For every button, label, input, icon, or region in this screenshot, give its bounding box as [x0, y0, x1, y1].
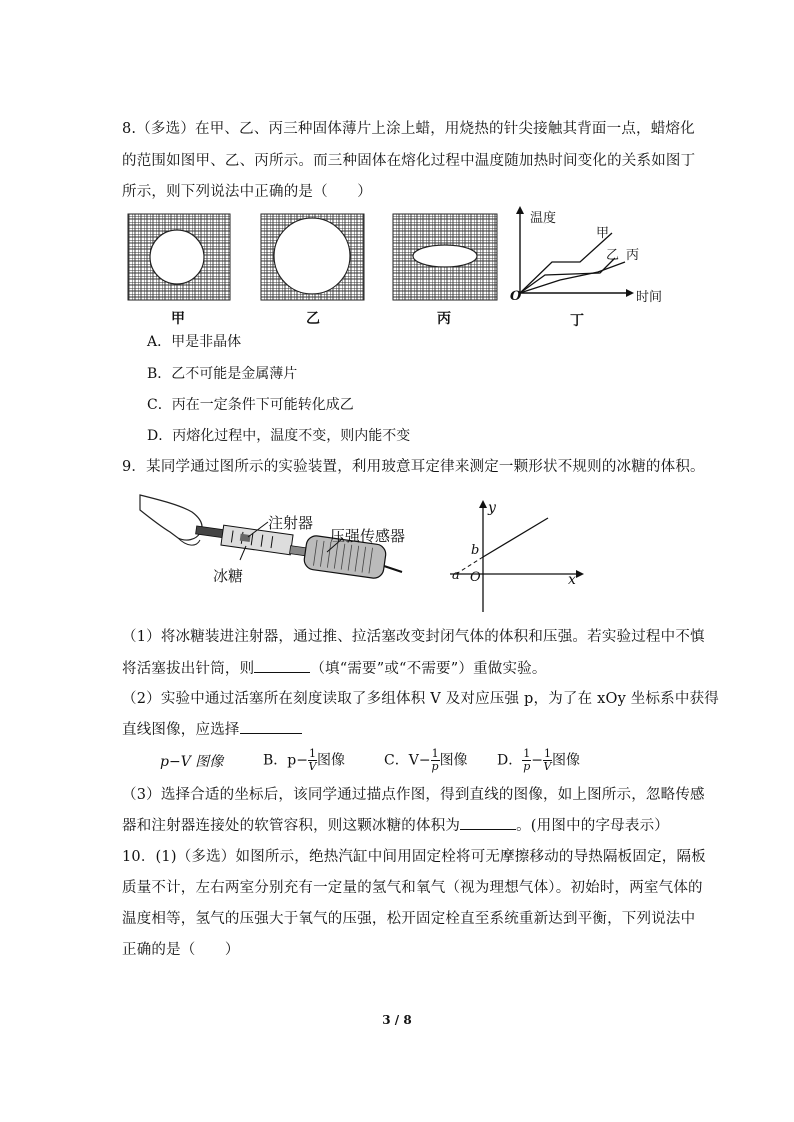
- plate-yi: [261, 214, 364, 300]
- q8-figures: [0, 205, 794, 325]
- q9-choice-d-suffix: 图像: [551, 752, 580, 769]
- q8-option-b[interactable]: B．乙不可能是金属薄片: [147, 366, 298, 382]
- graph-origin-o: O: [470, 570, 481, 585]
- hand: [140, 495, 202, 540]
- q9-part3-line-2: [122, 815, 669, 836]
- q9-choice-d-minus: −: [531, 752, 543, 769]
- q9-choice-c-fraction: $\frac{1}{p}$: [431, 747, 439, 773]
- q8-option-d[interactable]: D．丙熔化过程中，温度不变，则内能不变: [147, 428, 411, 444]
- q8-option-a[interactable]: A．甲是非晶体: [147, 334, 242, 350]
- q9-part3-post: 。(用图中的字母表示）: [516, 818, 669, 834]
- q9-choice-d[interactable]: [497, 748, 580, 773]
- q10-stem-line-3: 温度相等，氢气的压强大于氧气的压强，松开固定栓直至系统重新达到平衡，下列说法中: [122, 911, 696, 927]
- caption-ding: 丁: [570, 313, 584, 329]
- q9-choice-c[interactable]: [384, 748, 468, 773]
- q9-part2-line-1: （2）实验中通过活塞所在刻度读取了多组体积 V 及对应压强 p，为了在 xOy 坐标系中获得: [122, 691, 719, 707]
- q9-part1-line-2: [122, 658, 547, 679]
- plate-jia: [128, 214, 230, 300]
- q9-fit-line: [483, 518, 548, 557]
- curve-label-bing: 丙: [626, 248, 640, 263]
- label-sensor: 压强传感器: [330, 527, 406, 545]
- label-sugar: 冰糖: [213, 567, 244, 585]
- q10-stem-line-1: 10．(1)（多选）如图所示，绝热汽缸中间用固定栓将可无摩擦移动的导热隔板固定，隔板: [122, 849, 706, 865]
- caption-yi: 乙: [306, 311, 320, 327]
- q8-option-c[interactable]: C．丙在一定条件下可能转化成乙: [147, 397, 354, 413]
- q8-stem-line-3: 所示，则下列说法中正确的是（ ）: [122, 184, 372, 200]
- graph-origin: O: [510, 289, 522, 304]
- q9-choice-c-prefix: C．V−: [384, 752, 431, 769]
- q8-stem-line-1: 8.（多选）在甲、乙、丙三种固体薄片上涂上蜡，用烧热的针尖接触其背面一点，蜡熔化: [122, 121, 695, 137]
- q9-choice-d-fraction-1: $\frac{1}{p}$: [523, 747, 531, 773]
- q9-choice-d-prefix: D．: [497, 752, 523, 769]
- q9-part3-pre: 器和注射器连接处的软管容积，则这颗冰糖的体积为: [122, 818, 461, 834]
- q9-choice-a-text: p−V 图像: [160, 754, 224, 770]
- q9-choice-c-suffix: 图像: [439, 752, 468, 769]
- q9-part2-answer-blank[interactable]: [240, 719, 302, 734]
- q8-stem-line-2: 的范围如图甲、乙、丙所示。而三种固体在熔化过程中温度随加热时间变化的关系如图丁: [122, 153, 696, 169]
- page-number: 3 / 8: [382, 1013, 412, 1027]
- q9-part1-post: （填“需要”或“不需要”）重做实验。: [310, 661, 547, 677]
- curve-label-jia: 甲: [596, 226, 610, 241]
- caption-bing: 丙: [437, 311, 451, 327]
- graph-intercept-b: b: [471, 543, 480, 558]
- graph-xlabel: 时间: [636, 290, 663, 305]
- q9-part1-answer-blank[interactable]: [254, 658, 310, 673]
- q9-part2-pre: 直线图像，应选择: [122, 722, 240, 738]
- q9-choice-a[interactable]: [160, 752, 223, 772]
- plate-bing: [393, 214, 497, 300]
- graph-x-label: x: [568, 572, 576, 588]
- curve-jia: [520, 233, 612, 293]
- q9-part3-answer-blank[interactable]: [460, 815, 516, 830]
- q9-choice-b-prefix: B．p−: [263, 752, 308, 769]
- q9-choice-b-fraction: $\frac{1}{V}$: [308, 747, 317, 773]
- q9-part3-line-1: （3）选择合适的坐标后，该同学通过描点作图，得到直线的图像，如上图所示，忽略传感: [122, 787, 705, 803]
- q9-stem: 9．某同学通过图所示的实验装置，利用玻意耳定律来测定一颗形状不规则的冰糖的体积。: [122, 459, 705, 475]
- q9-choice-b-suffix: 图像: [316, 752, 345, 769]
- q9-choice-d-fraction-2: $\frac{1}{V}$: [543, 747, 552, 773]
- q9-part1-pre: 将活塞拔出针筒，则: [122, 661, 255, 677]
- caption-jia: 甲: [171, 311, 185, 327]
- curve-label-yi: 乙: [606, 248, 620, 263]
- graph-ylabel: 温度: [530, 211, 557, 226]
- q9-apparatus: [0, 480, 794, 620]
- graph-intercept-a: a: [452, 568, 460, 583]
- q9-part2-line-2: [122, 719, 302, 740]
- graph-y-label: y: [488, 500, 496, 516]
- q9-choice-b[interactable]: [263, 748, 345, 773]
- q9-part1-line-1: （1）将冰糖装进注射器，通过推、拉活塞改变封闭气体的体积和压强。若实验过程中不慎: [122, 629, 705, 645]
- q10-stem-line-2: 质量不计，左右两室分别充有一定量的氢气和氧气（视为理想气体）。初始时，两室气体的: [122, 880, 703, 896]
- label-syringe: 注射器: [268, 514, 314, 532]
- q10-stem-line-4: 正确的是（ ）: [122, 942, 240, 958]
